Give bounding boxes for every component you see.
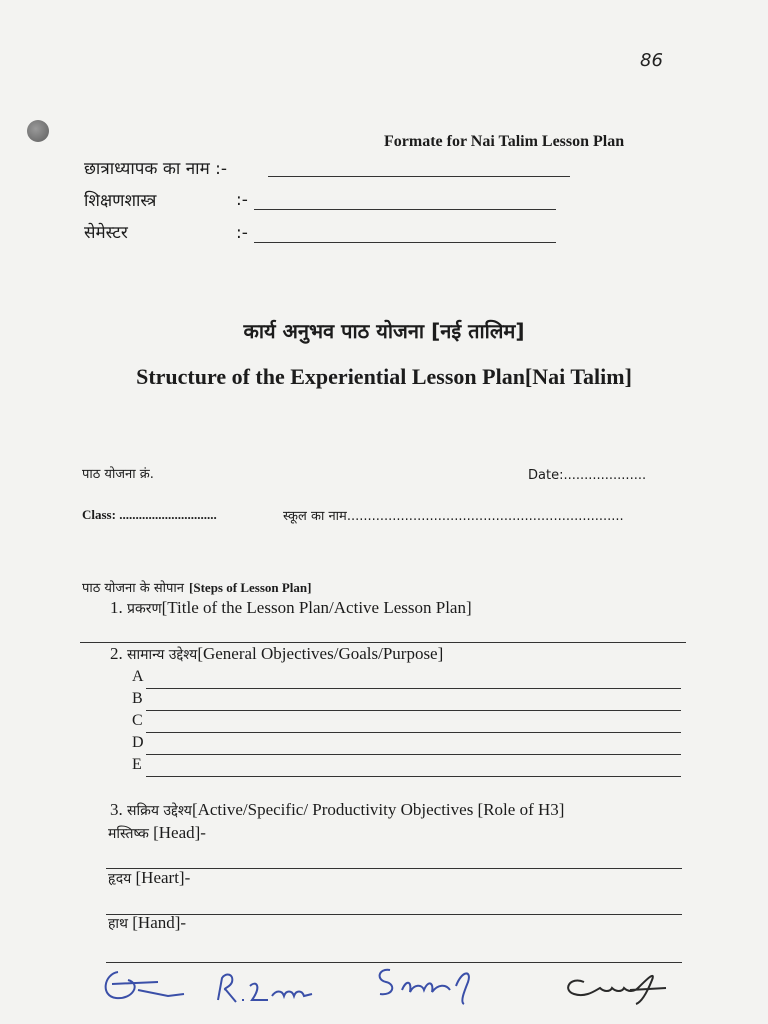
objective-c-letter: C [132, 712, 143, 729]
objective-a-line[interactable] [146, 688, 681, 689]
trainee-name-label: छात्राध्यापक का नाम :- [84, 159, 228, 179]
step-3-number: 3. [110, 800, 123, 819]
signature-3 [372, 960, 482, 1010]
punch-hole [27, 120, 49, 142]
step-1-number: 1. [110, 598, 123, 617]
step-3-english: [Active/Specific/ Productivity Objectives [Role of H3] [191, 800, 565, 819]
steps-heading-hindi: पाठ योजना के सोपान [82, 581, 184, 596]
objective-b-line[interactable] [146, 710, 681, 711]
objective-a-letter: A [132, 668, 144, 685]
steps-heading [82, 577, 311, 596]
class-label: Class: .............................. [82, 507, 217, 522]
heart-english: [Heart]- [135, 868, 191, 887]
hand-row [108, 913, 186, 933]
step-2-number: 2. [110, 644, 123, 663]
hand-hindi: हाथ [108, 916, 129, 932]
trainee-name-line[interactable] [268, 176, 570, 177]
objective-c-line[interactable] [146, 732, 681, 733]
head-hindi: मस्तिष्क [108, 826, 149, 842]
signature-2 [212, 960, 322, 1010]
step-1-hindi: प्रकरण [127, 601, 162, 617]
heart-line[interactable] [106, 914, 682, 915]
heading-hindi: कार्य अनुभव पाठ योजना [नई तालिम] [243, 319, 525, 343]
objective-b-letter: B [132, 690, 143, 707]
lesson-number-label: पाठ योजना क्रं. [82, 467, 154, 482]
step-2-hindi: सामान्य उद्देश्य [127, 647, 198, 663]
head-row [108, 823, 206, 843]
semester-line[interactable] [254, 242, 556, 243]
semester-label: सेमेस्टर [84, 223, 128, 243]
signature-4 [556, 960, 676, 1010]
step-1 [110, 598, 472, 618]
heart-hindi: हृदय [108, 871, 132, 887]
heading-english: Structure of the Experiential Lesson Plan[Nai Talim] [136, 364, 632, 389]
semester-separator: :- [236, 223, 248, 243]
objective-e-letter: E [132, 756, 142, 773]
pedagogy-separator: :- [236, 190, 248, 210]
step-2-english: [General Objectives/Goals/Purpose] [197, 644, 444, 663]
objective-e-line[interactable] [146, 776, 681, 777]
step-1-line[interactable] [80, 642, 686, 643]
pedagogy-line[interactable] [254, 209, 556, 210]
step-3-hindi: सक्रिय उद्देश्य [127, 803, 192, 819]
school-name-label: स्कूल का नाम................................................................... [283, 509, 624, 524]
form-title: Formate for Nai Talim Lesson Plan [384, 133, 625, 150]
steps-heading-english: [Steps of Lesson Plan] [189, 580, 312, 595]
step-1-english: [Title of the Lesson Plan/Active Lesson Plan] [161, 598, 472, 617]
head-english: [Head]- [153, 823, 206, 842]
objective-d-letter: D [132, 734, 144, 751]
step-3 [110, 800, 564, 820]
page-number: 86 [640, 50, 663, 71]
head-line[interactable] [106, 868, 682, 869]
signature-1 [98, 960, 198, 1010]
pedagogy-label: शिक्षणशास्त्र [84, 191, 157, 211]
date-label: Date:.................... [528, 468, 647, 483]
heart-row [108, 868, 190, 888]
step-2 [110, 644, 443, 664]
hand-english: [Hand]- [132, 913, 187, 932]
objective-d-line[interactable] [146, 754, 681, 755]
